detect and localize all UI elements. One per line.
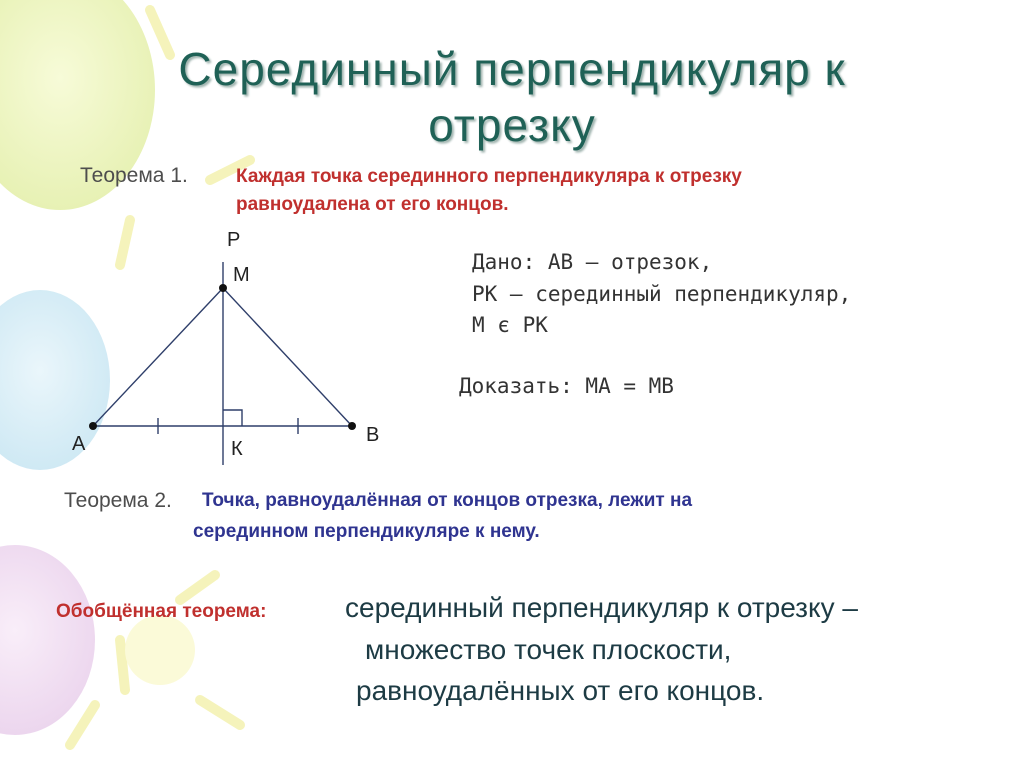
page-title-line1: Серединный перпендикуляр к — [178, 43, 846, 95]
given-line1: Дано: АВ – отрезок, — [472, 250, 713, 274]
theorem1-label: Теорема 1. — [80, 164, 188, 187]
prove-statement: Доказать: МА = МВ — [459, 374, 674, 398]
point-m — [219, 284, 227, 292]
theorem1-line2: равноудалена от его концов. — [236, 194, 509, 215]
given-line3: М є РК — [472, 313, 548, 337]
segment-mb — [223, 288, 352, 426]
general-theorem-line3: равноудалённых от его концов. — [356, 675, 765, 706]
general-theorem-line1: серединный перпендикуляр к отрезку – — [345, 592, 858, 623]
page-title-line2: отрезку — [428, 99, 596, 151]
theorem2-line1: Точка, равноудалённая от концов отрезка, лежит на — [202, 490, 693, 511]
point-b — [348, 422, 356, 430]
given-line2: РК – серединный перпендикуляр, — [472, 282, 852, 306]
label-p: Р — [227, 229, 241, 251]
label-b: В — [366, 424, 380, 446]
theorem2-line2: серединном перпендикуляре к нему. — [193, 521, 540, 542]
general-theorem-line2: множество точек плоскости, — [365, 634, 732, 665]
segment-ma — [93, 288, 223, 426]
label-a: А — [72, 433, 86, 455]
general-theorem-label: Обобщённая теорема: — [56, 601, 267, 622]
label-m: М — [233, 264, 250, 286]
theorem2-label: Теорема 2. — [64, 489, 172, 512]
point-a — [89, 422, 97, 430]
theorem1-line1: Каждая точка серединного перпендикуляра к отрезку — [236, 166, 742, 187]
right-angle-mark — [223, 410, 242, 426]
label-k: К — [231, 438, 243, 460]
